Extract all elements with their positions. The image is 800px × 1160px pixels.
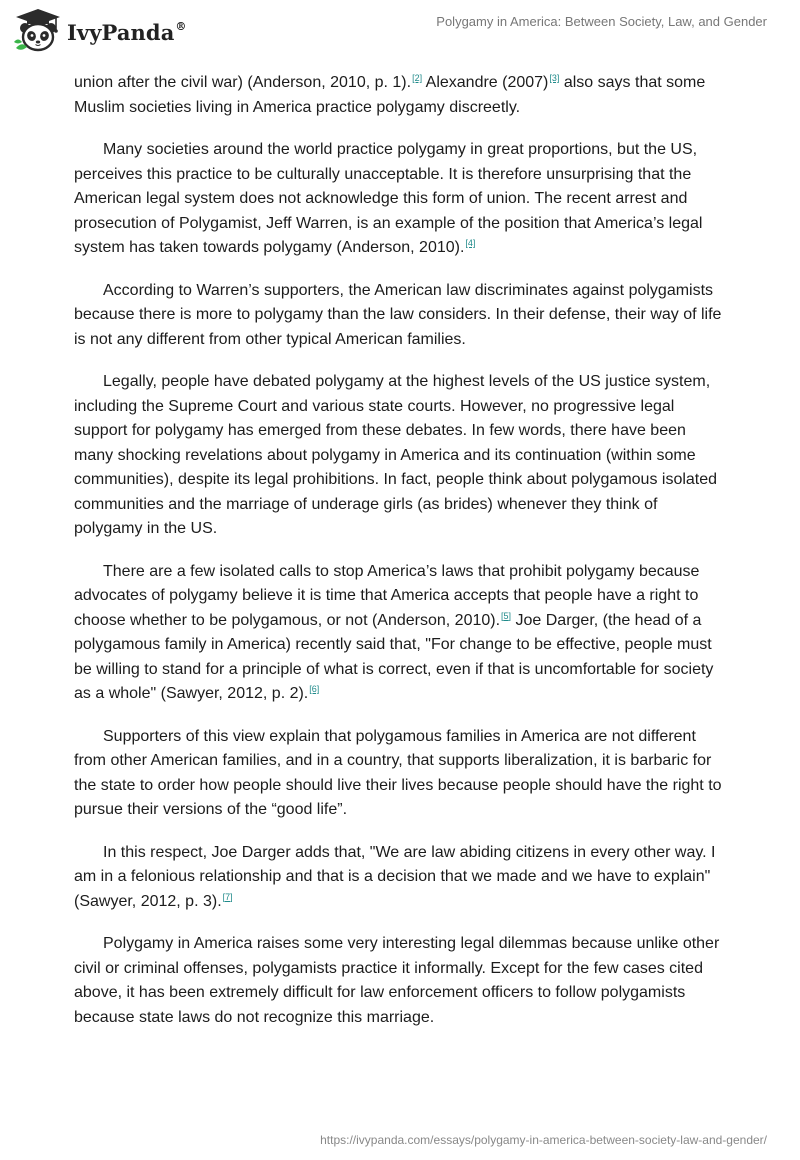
footnote-link[interactable]: [3] bbox=[549, 73, 560, 83]
paragraph bbox=[74, 932, 728, 1030]
logo-wordmark bbox=[67, 20, 187, 45]
paragraph-text: There are a few isolated calls to stop America’s laws that prohibit polygamy because advocates of polygamy believe it is time that America accepts that people have a right to choose whether to be polygamous, or not (Anderson, 2010). bbox=[74, 562, 700, 629]
paragraph-text: Supporters of this view explain that polygamous families in America are not different from other American families, and in a country, that supports liberalization, it is barbaric for the state to order how people should live their lives because people should have the right to pursue their versions of the “good life”. bbox=[74, 727, 722, 818]
paragraph bbox=[74, 560, 728, 707]
paragraph-text: union after the civil war) (Anderson, 2010, p. 1). bbox=[74, 74, 412, 91]
panda-graduate-icon bbox=[13, 8, 63, 54]
paragraph-text: Legally, people have debated polygamy at the highest levels of the US justice system, including the Supreme Court and various state courts. However, no progressive legal support for polygamy has emerged from these debates. In few words, there have been many shocking revelations about polygamy in America and its continuation (within some communities), despite its legal prohibitions. In fact, people think about polygamous isolated communities and the marriage of underage girls (as brides) whenever they think of polygamy in the US. bbox=[74, 373, 718, 537]
paragraph bbox=[74, 725, 728, 823]
page-header bbox=[0, 0, 800, 64]
footnote-link[interactable]: [2] bbox=[412, 73, 423, 83]
footnote-link[interactable]: [7] bbox=[222, 891, 233, 902]
essay-body bbox=[74, 71, 728, 1048]
registered-mark: ® bbox=[175, 19, 187, 33]
footnote-link[interactable]: [4] bbox=[465, 238, 476, 248]
paragraph-text: According to Warren’s supporters, the American law discriminates against polygamists because there is more to polygamy than the law considers. In their defense, their way of life is not any different from other typical American families. bbox=[74, 281, 722, 348]
paragraph bbox=[74, 370, 728, 542]
paragraph bbox=[74, 841, 728, 915]
paragraph bbox=[74, 279, 728, 353]
paragraph-text: Joe Darger, (the head of a polygamous family in America) recently said that, "For change to be effective, people must be willing to stand for a principle of what is correct, even if that is uncomfortable for society as a whole" (Sawyer, 2012, p. 2). bbox=[74, 611, 714, 702]
footnote-link[interactable]: [6] bbox=[309, 684, 320, 694]
paragraph-text: also says that some Muslim societies living in America practice polygamy discreetly. bbox=[74, 74, 706, 116]
source-url[interactable]: https://ivypanda.com/essays/polygamy-in-america-between-society-law-and-gender/ bbox=[320, 1133, 767, 1147]
logo-name: IvyPanda bbox=[67, 19, 175, 45]
paragraph bbox=[74, 71, 728, 120]
paragraph-text: Polygamy in America raises some very interesting legal dilemmas because unlike other civil or criminal offenses, polygamists practice it informally. Except for the few cases cited above, it has been extremely difficult for law enforcement officers to follow polygamists because state laws do not recognize this marriage. bbox=[74, 935, 720, 1026]
paragraph bbox=[74, 138, 728, 261]
paragraph-text: In this respect, Joe Darger adds that, "We are law abiding citizens in every other way. I am in a felonious relationship and that is a decision that we made and we have to explain" (Sawyer, 2012, p. 3). bbox=[74, 843, 716, 910]
paragraph-text: Many societies around the world practice polygamy in great proportions, but the US, perceives this practice to be culturally unacceptable. It is therefore unsurprising that the American legal system does not acknowledge this form of union. The recent arrest and prosecution of Polygamist, Jeff Warren, is an example of the position that America’s legal system has taken towards polygamy (Anderson, 2010). bbox=[74, 141, 703, 256]
footnote-link[interactable]: [5] bbox=[501, 610, 512, 621]
document-title: Polygamy in America: Between Society, Law, and Gender bbox=[436, 14, 767, 29]
paragraph-text: Alexandre (2007) bbox=[422, 74, 549, 91]
ivypanda-logo[interactable] bbox=[13, 8, 187, 54]
